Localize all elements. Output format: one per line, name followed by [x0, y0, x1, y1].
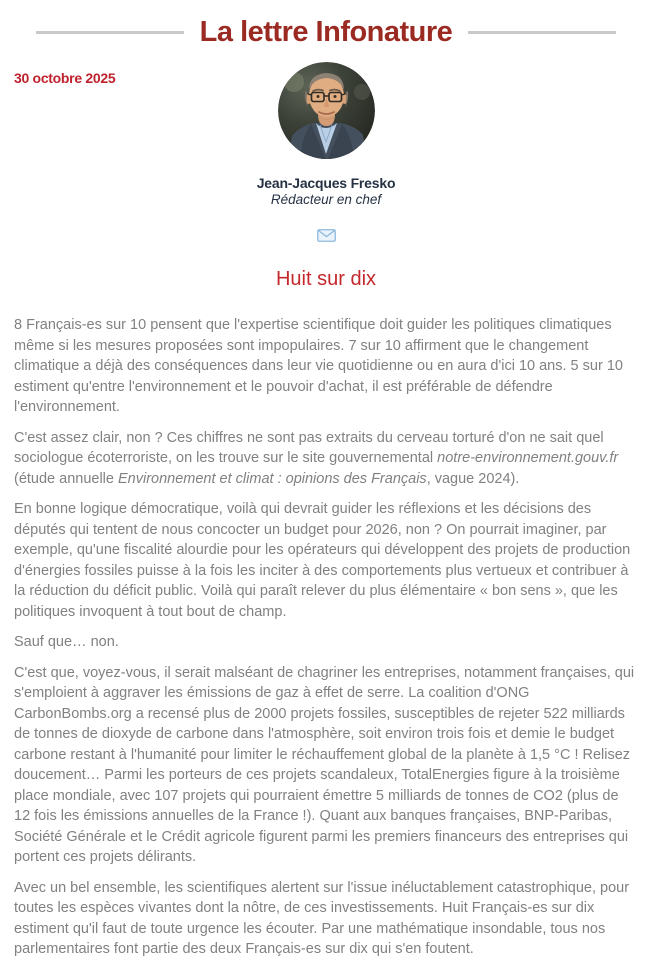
author-name: Jean-Jacques Fresko [256, 175, 396, 191]
site-reference: notre-environnement.gouv.fr [437, 450, 619, 466]
paragraph-4: Sauf que… non. [14, 634, 119, 650]
author-portrait [278, 62, 375, 159]
email-author-link[interactable] [317, 229, 336, 242]
issue-date: 30 octobre 2025 [14, 70, 116, 86]
article-headline: Huit sur dix [275, 268, 377, 290]
paragraph-6: Avec un bel ensemble, les scientifiques alertent sur l'issue inéluctablement catastrophique, pour toutes les espèces vivantes dont la nôtre, de ces investissements. Huit Français-es sur dix estiment qu'il faut de toute urgence les écouter. Par une mathématique insondable, tous nos parlementaires font partie des deux Français-es sur dix qui s'en foutent. [14, 879, 630, 957]
paragraph-2-text: (étude annuelle [14, 470, 118, 487]
author-role: Rédacteur en chef [270, 192, 382, 207]
paragraph-2 [14, 428, 638, 490]
byline-block [0, 62, 652, 247]
author-portrait-image [278, 62, 375, 159]
masthead [0, 0, 652, 49]
study-title: Environnement et climat : opinions des Français [118, 470, 427, 487]
article-body [0, 315, 652, 960]
masthead-rule-right [468, 31, 616, 34]
paragraph-5: C'est que, voyez-vous, il serait malséant de chagriner les entreprises, notamment françaises, qui s'emploient à aggraver les émissions de gaz à effet de serre. La coalition d'ONG CarbonBombs.org a recensé plus de 2000 projets fossiles, susceptibles de rejeter 522 milliards de tonnes de dioxyde de carbone dans l'atmosphère, soit environ trois fois et demie le budget carbone restant à l'humanité pour limiter le réchauffement global de la planète à 1,5 °C ! Relisez doucement… Parmi les porteurs de ces projets scandaleux, TotalEnergies figure à la troisième place mondiale, avec 107 projets qui pourraient émettre 5 milliards de tonnes de CO2 (plus de 12 fois les émissions annuelles de la France !). Quant aux banques françaises, BNP-Paribas, Société Générale et le Crédit agricole figurent parmi les premiers financeurs des entreprises qui portent ces projets délirants. [14, 664, 635, 865]
newsletter-title: La lettre Infonature [199, 16, 453, 48]
masthead-rule-left [36, 31, 184, 34]
paragraph-1: 8 Français-es sur 10 pensent que l'expertise scientifique doit guider les politiques climatiques même si les mesures proposées sont impopulaires. 7 sur 10 affirment que le changement climatique a déjà des conséquences dans leur vie quotidienne ou en aura d'ici 10 ans. 5 sur 10 estiment qu'entre l'environnement et le pouvoir d'achat, il est préférable de défendre l'environnement. [14, 317, 623, 415]
envelope-icon [317, 229, 336, 242]
paragraph-3: En bonne logique démocratique, voilà qui devrait guider les réflexions et les décisions des députés qui tentent de nous concocter un budget pour 2026, non ? On pourrait imaginer, par exemple, qu'une fiscalité alourdie pour les opérateurs qui développent des projets de production d'énergies fossiles puisse à la fois les inciter à des comportements plus vertueux et contribuer à la réduction du déficit public. Voilà qui paraît relever du plus élémentaire « bon sens », que les politiques invoquent à tout bout de champ. [14, 501, 631, 620]
paragraph-2-text: C'est assez clair, non ? Ces chiffres ne sont pas extraits du cerveau torturé d'on ne sait quel sociologue écoterroriste, on les trouve sur le site gouvernemental [14, 429, 604, 466]
paragraph-2-text: , vague 2024). [426, 470, 520, 487]
